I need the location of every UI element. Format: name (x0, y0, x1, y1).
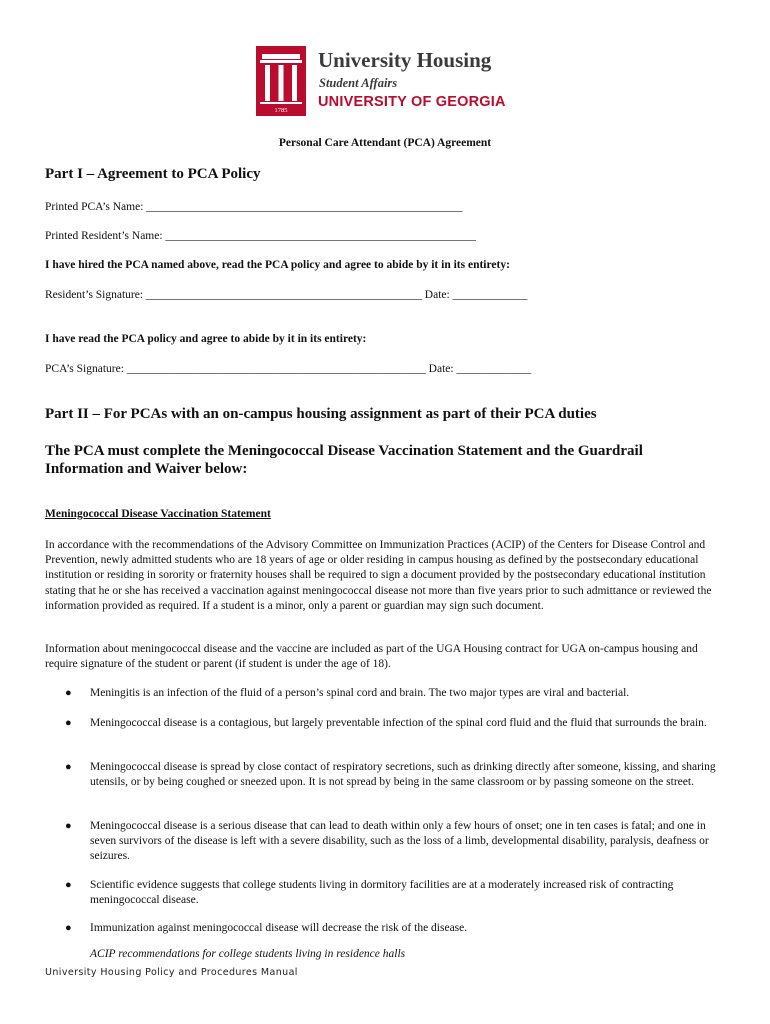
vaccination-paragraph-2: Information about meningococcal disease and the vaccine are included as part of the UGA Housing contract for UGA on-campus housing and require signature of the student or parent (if student is under the age of 18). (45, 643, 698, 671)
logo-university: UNIVERSITY OF GEORGIA (318, 94, 506, 110)
arch-logo-icon (256, 46, 306, 116)
document-page: 1785 University Housing Student Affairs UNIVERSITY OF GEORGIA Personal Care Attendant (PCA) Agreement Part I – Agreement to PCA Policy Printed PCA’s Name: _______________________________________________________ Printed Resident’s Name: ______________________________________________________ I have hired the PCA named above, read the PCA policy and agree to abide by it in its entirety: Resident’s Signature: ________________________________________________ Date: _____________ I have read the PCA policy and agree to abide by it in its entirety: PCA’s Signature: ____________________________________________________ Date: _____________ Part II – For PCAs with an on-campus housing assignment as part of their PCA duties The PCA must complete the Meningococcal Disease Vaccination Statement and the Guardrail Information and Waiver below: Meningococcal Disease Vaccination Statement In accordance with the recommendations of the Advisory Committee on Immunization Practices (ACIP) of the Centers for Disease Control and Prevention, newly admitted students who are 18 years of age or older residing in campus housing as defined by the postsecondary educational institution or residing in sorority or fraternity houses shall be required to sign a document provided by the postsecondary educational institution stating that he or she has received a vaccination against meningococcal disease not more than five years prior to such admittance or reviewed the information provided as required. If a student is a minor, only a parent or guardian may sign such document. Information about meningococcal disease and the vaccine are included as part of the UGA Housing contract for UGA on-campus housing and require signature of the student or parent (if student is under the age of 18). ● Meningitis is an infection of the fluid of a person’s spinal cord and brain. The two major types are viral and bacterial. ● Meningococcal disease is a contagious, but largely preventable infection of the spinal cord fluid and the fluid that surrounds the brain. ● Meningococcal disease is spread by close contact of respiratory secretions, such as drinking directly after someone, kissing, and sharing utensils, or by being coughed or sneezed upon. It is not spread by being in the same classroom or by passing someone on the street. ● Meningococcal disease is a serious disease that can lead to death within only a few hours of onset; one in ten cases is fatal; and one in seven survivors of the disease is left with a severe disability, such as the loss of a limb, developmental disability, paralysis, deafness or seizures. ● Scientific evidence suggests that college students living in dormitory facilities are at a moderately increased risk of contracting meningococcal disease. ● Immunization against meningococcal disease will decrease the risk of the disease. ACIP recommendations for college students living in residence halls University Housing Policy and Procedures Manual (0, 0, 770, 1024)
bullet-icon: ● (65, 717, 72, 729)
vaccination-paragraph-1: In accordance with the recommendations of the Advisory Committee on Immunization Practices (ACIP) of the Centers for Disease Control and Prevention, newly admitted students who are 18 years of age or older residing in campus housing as defined by the postsecondary educational institution or residing in sorority or fraternity houses shall be required to sign a document provided by the postsecondary educational institution stating that he or she has received a vaccination against meningococcal disease not more than five years prior to such admittance or reviewed the information provided as required. If a student is a minor, only a parent or guardian may sign such document. (45, 539, 712, 612)
logo-title: University Housing (318, 48, 492, 72)
pca-signature-field[interactable]: PCA’s Signature: ____________________________________________________ Date: _____________ (45, 363, 532, 375)
bullet-icon: ● (65, 879, 72, 891)
bullet-icon: ● (65, 922, 72, 934)
resident-name-field[interactable]: Printed Resident’s Name: ______________________________________________________ (45, 230, 476, 242)
acip-recommendation-line: ACIP recommendations for college students living in residence halls (90, 948, 406, 960)
bullet-icon: ● (65, 761, 72, 773)
resident-signature-field[interactable]: Resident’s Signature: ________________________________________________ Date: _____________ (45, 289, 528, 301)
vaccination-heading: Meningococcal Disease Vaccination Statement (45, 508, 271, 520)
bullet-icon: ● (65, 820, 72, 832)
pca-name-field[interactable]: Printed PCA’s Name: _______________________________________________________ (45, 201, 463, 213)
footer-text: University Housing Policy and Procedures Manual (45, 967, 298, 978)
pca-statement: I have read the PCA policy and agree to abide by it in its entirety: (45, 333, 367, 345)
part2-instruction-line2: Information and Waiver below: (45, 461, 248, 477)
logo-subtitle: Student Affairs (319, 76, 398, 90)
logo-year: 1785 (274, 107, 288, 114)
part1-heading: Part I – Agreement to PCA Policy (45, 166, 261, 182)
bullet-icon: ● (65, 687, 72, 699)
part2-heading: Part II – For PCAs with an on-campus housing assignment as part of their PCA duties (45, 406, 597, 422)
resident-statement: I have hired the PCA named above, read the PCA policy and agree to abide by it in its entirety: (45, 259, 510, 271)
uga-housing-logo (256, 46, 518, 118)
part2-instruction-line1: The PCA must complete the Meningococcal Disease Vaccination Statement and the Guardrail (45, 443, 643, 459)
document-title: Personal Care Attendant (PCA) Agreement (278, 137, 492, 149)
